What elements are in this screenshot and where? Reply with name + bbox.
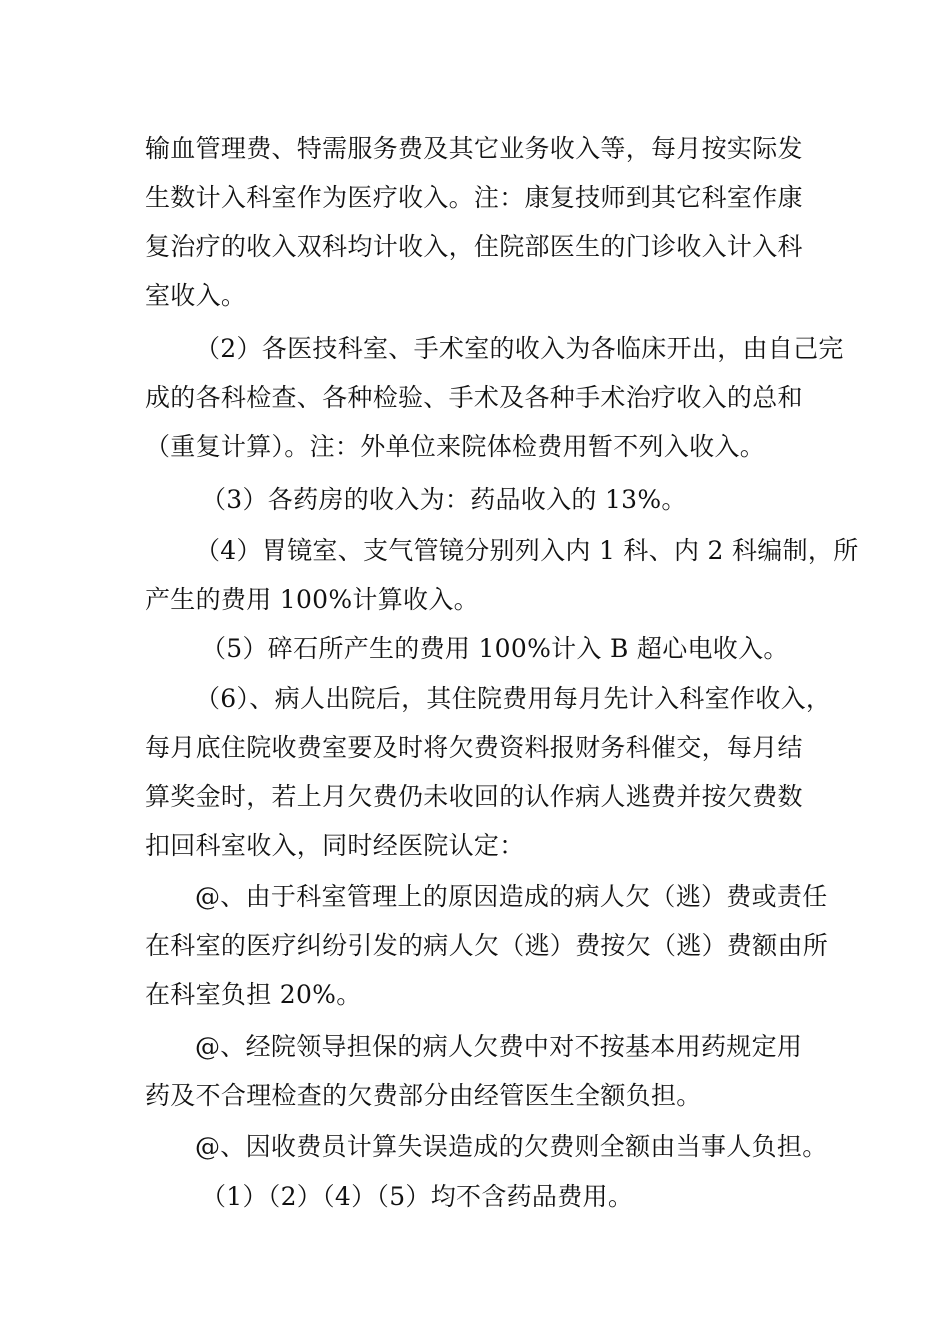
paragraph-item-2	[145, 324, 844, 471]
paragraph-item-6	[145, 674, 832, 870]
text-line: （3）各药房的收入为：药品收入的 13%。	[201, 485, 687, 514]
text-line: 算奖金时，若上月欠费仍未收回的认作病人逃费并按欠费数	[145, 782, 803, 811]
text-line: 输血管理费、特需服务费及其它业务收入等，每月按实际发	[145, 134, 803, 163]
text-line: 产生的费用 100%计算收入。	[145, 585, 479, 614]
text-line: @、因收费员计算失误造成的欠费则全额由当事人负担。	[195, 1132, 828, 1161]
text-line: 成的各科检查、各种检验、手术及各种手术治疗收入的总和	[145, 383, 803, 412]
text-line: 生数计入科室作为医疗收入。注：康复技师到其它科室作康	[145, 183, 803, 212]
text-line: （重复计算）。注：外单位来院体检费用暂不列入收入。	[145, 432, 766, 461]
paragraph-item-4	[145, 526, 859, 624]
text-line: 扣回科室收入，同时经医院认定：	[145, 831, 525, 860]
text-line: 室收入。	[145, 281, 247, 310]
text-line: （6）、病人出院后，其住院费用每月先计入科室作收入，	[195, 684, 832, 713]
paragraph-item-3	[145, 475, 810, 524]
text-line: 复治疗的收入双科均计收入，住院部医生的门诊收入计入科	[145, 232, 803, 261]
paragraph-rule-b	[145, 1022, 810, 1120]
text-line: （4）胃镜室、支气管镜分别列入内 1 科、内 2 科编制，所	[195, 536, 859, 565]
text-line: @、由于科室管理上的原因造成的病人欠（逃）费或责任	[195, 882, 828, 911]
text-line: 每月底住院收费室要及时将欠费资料报财务科催交，每月结	[145, 733, 803, 762]
paragraph-note	[145, 1172, 810, 1221]
text-line: 药及不合理检查的欠费部分由经管医生全额负担。	[145, 1081, 702, 1110]
text-line: 在科室负担 20%。	[145, 980, 362, 1009]
paragraph-item-5	[145, 624, 810, 673]
text-line: 在科室的医疗纠纷引发的病人欠（逃）费按欠（逃）费额由所	[145, 931, 829, 960]
text-line: @、经院领导担保的病人欠费中对不按基本用药规定用	[195, 1032, 803, 1061]
paragraph-rule-a	[145, 872, 829, 1019]
text-line: （1）（2）（4）（5）均不含药品费用。	[201, 1182, 634, 1211]
text-line: （5）碎石所产生的费用 100%计入 B 超心电收入。	[201, 634, 789, 663]
paragraph-rule-c	[145, 1122, 828, 1171]
text-line: （2）各医技科室、手术室的收入为各临床开出，由自己完	[195, 334, 844, 363]
paragraph-income-continued	[145, 124, 810, 320]
